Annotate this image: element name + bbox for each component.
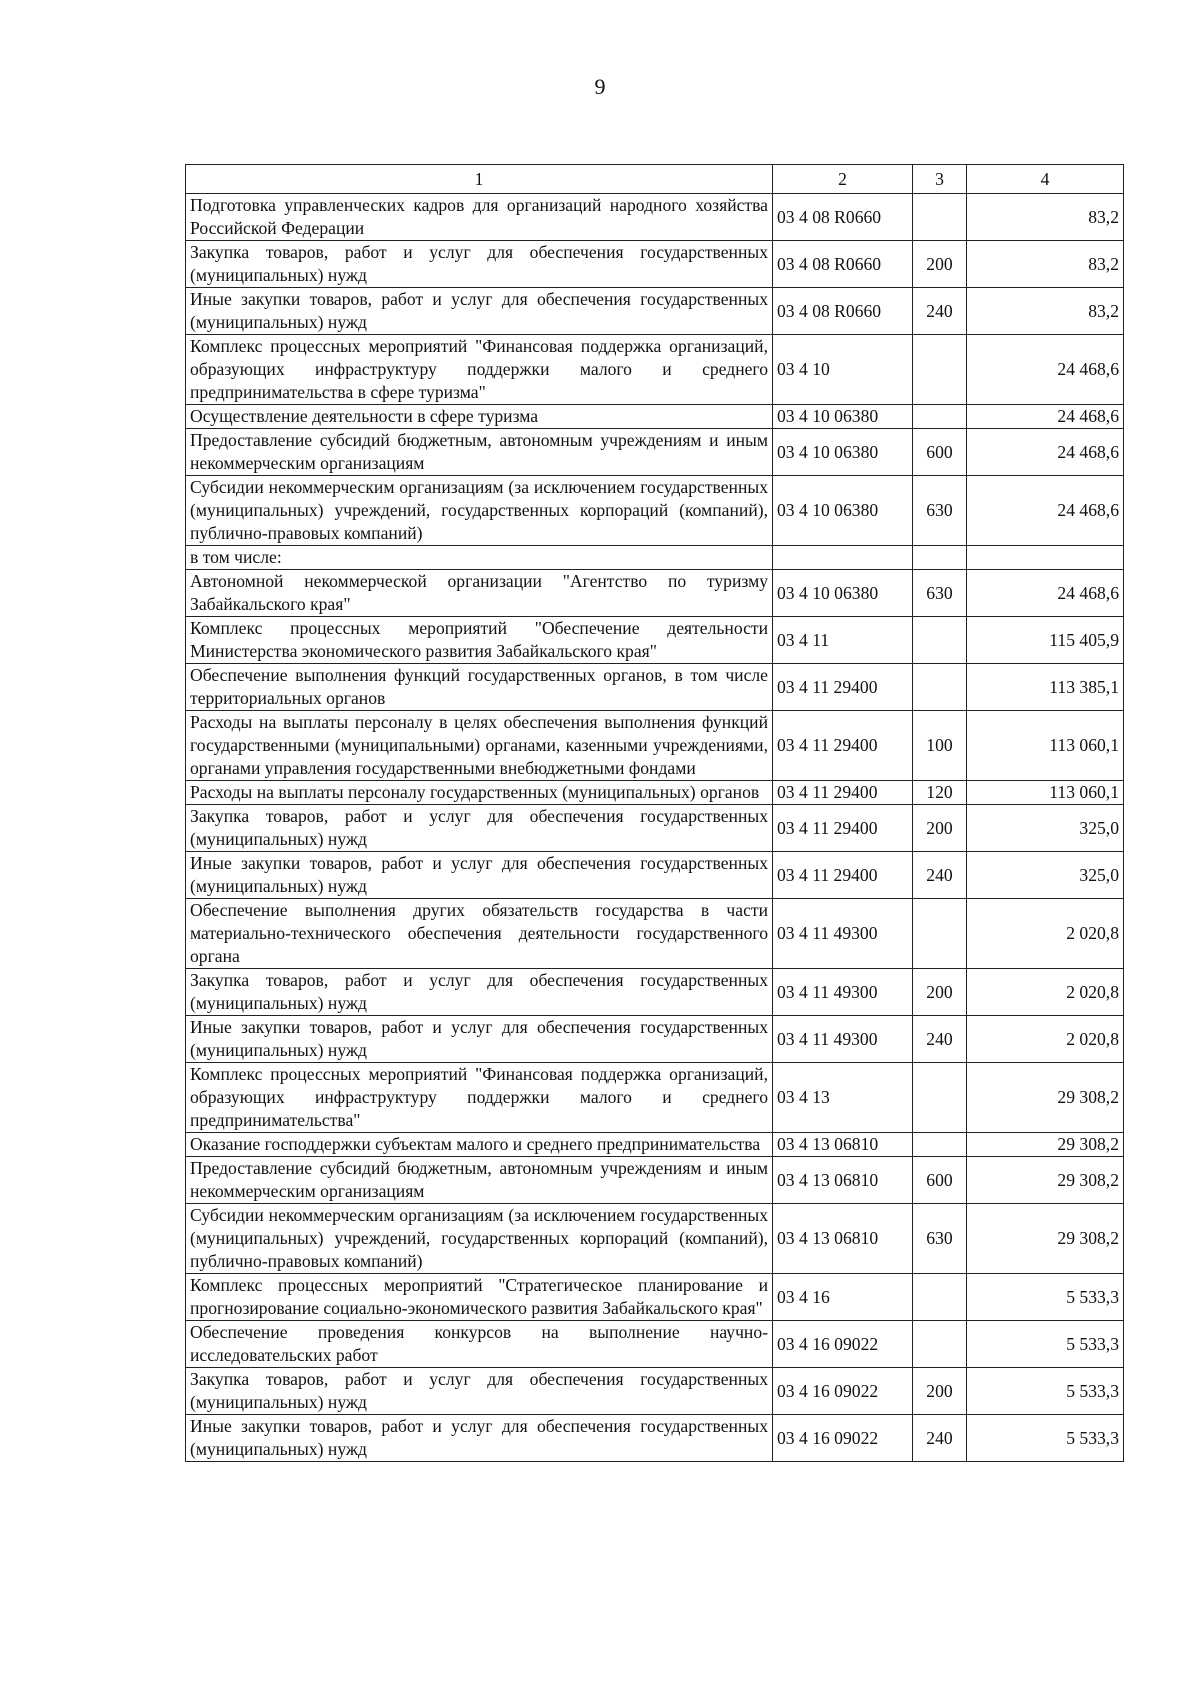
- row-amount-cell: 83,2: [967, 288, 1124, 335]
- row-amount-cell: 83,2: [967, 241, 1124, 288]
- row-amount-cell: 24 468,6: [967, 429, 1124, 476]
- row-code-cell: [773, 546, 913, 570]
- table-row: [186, 1321, 1124, 1368]
- row-expense-type-cell: 120: [913, 781, 967, 805]
- row-amount-cell: 29 308,2: [967, 1063, 1124, 1133]
- row-amount-cell: 24 468,6: [967, 570, 1124, 617]
- row-name-cell: Обеспечение выполнения других обязательств государства в части материально-технического обеспечения деятельности государственного органа: [186, 899, 773, 969]
- row-code-cell: 03 4 10: [773, 335, 913, 405]
- row-name-cell: Закупка товаров, работ и услуг для обеспечения государственных (муниципальных) нужд: [186, 805, 773, 852]
- row-expense-type-cell: [913, 664, 967, 711]
- row-code-cell: 03 4 08 R0660: [773, 194, 913, 241]
- row-expense-type-cell: [913, 617, 967, 664]
- row-amount-cell: 5 533,3: [967, 1321, 1124, 1368]
- table-row: [186, 194, 1124, 241]
- row-code-cell: 03 4 13 06810: [773, 1204, 913, 1274]
- row-expense-type-cell: [913, 546, 967, 570]
- row-code-cell: 03 4 13 06810: [773, 1157, 913, 1204]
- table-row: [186, 805, 1124, 852]
- row-code-cell: 03 4 10 06380: [773, 570, 913, 617]
- table-row: [186, 570, 1124, 617]
- row-name-cell: Комплекс процессных мероприятий "Обеспечение деятельности Министерства экономического развития Забайкальского края": [186, 617, 773, 664]
- row-name-cell: в том числе:: [186, 546, 773, 570]
- row-name-cell: Закупка товаров, работ и услуг для обеспечения государственных (муниципальных) нужд: [186, 1368, 773, 1415]
- row-amount-cell: 83,2: [967, 194, 1124, 241]
- row-expense-type-cell: 600: [913, 429, 967, 476]
- row-expense-type-cell: 600: [913, 1157, 967, 1204]
- row-code-cell: 03 4 11 29400: [773, 852, 913, 899]
- row-amount-cell: 2 020,8: [967, 1016, 1124, 1063]
- row-code-cell: 03 4 08 R0660: [773, 241, 913, 288]
- table-row: [186, 1274, 1124, 1321]
- row-amount-cell: 113 385,1: [967, 664, 1124, 711]
- row-expense-type-cell: [913, 194, 967, 241]
- row-amount-cell: 5 533,3: [967, 1415, 1124, 1462]
- row-name-cell: Подготовка управленческих кадров для организаций народного хозяйства Российской Федерации: [186, 194, 773, 241]
- row-name-cell: Иные закупки товаров, работ и услуг для обеспечения государственных (муниципальных) нужд: [186, 288, 773, 335]
- header-cell-amount: 4: [967, 165, 1124, 194]
- row-amount-cell: 29 308,2: [967, 1157, 1124, 1204]
- table-row: [186, 405, 1124, 429]
- table-row: [186, 1157, 1124, 1204]
- row-amount-cell: 24 468,6: [967, 476, 1124, 546]
- row-expense-type-cell: 200: [913, 969, 967, 1016]
- table-row: [186, 664, 1124, 711]
- table-header-row: [186, 165, 1124, 194]
- row-expense-type-cell: 200: [913, 805, 967, 852]
- row-code-cell: 03 4 13: [773, 1063, 913, 1133]
- table-row: [186, 288, 1124, 335]
- row-code-cell: 03 4 11 49300: [773, 899, 913, 969]
- row-amount-cell: 113 060,1: [967, 781, 1124, 805]
- table-row: [186, 1204, 1124, 1274]
- row-code-cell: 03 4 10 06380: [773, 429, 913, 476]
- row-amount-cell: 115 405,9: [967, 617, 1124, 664]
- table-row: [186, 899, 1124, 969]
- row-amount-cell: 2 020,8: [967, 969, 1124, 1016]
- row-amount-cell: 113 060,1: [967, 711, 1124, 781]
- table-row: [186, 335, 1124, 405]
- table-row: [186, 1063, 1124, 1133]
- table-row: [186, 241, 1124, 288]
- row-code-cell: 03 4 10 06380: [773, 405, 913, 429]
- row-code-cell: 03 4 13 06810: [773, 1133, 913, 1157]
- header-cell-code: 2: [773, 165, 913, 194]
- row-expense-type-cell: 100: [913, 711, 967, 781]
- row-code-cell: 03 4 08 R0660: [773, 288, 913, 335]
- table-row: [186, 1368, 1124, 1415]
- row-code-cell: 03 4 16 09022: [773, 1415, 913, 1462]
- row-expense-type-cell: [913, 1133, 967, 1157]
- row-expense-type-cell: 240: [913, 852, 967, 899]
- row-expense-type-cell: 630: [913, 476, 967, 546]
- table-row: [186, 1415, 1124, 1462]
- row-expense-type-cell: [913, 1321, 967, 1368]
- row-amount-cell: [967, 546, 1124, 570]
- row-name-cell: Обеспечение выполнения функций государственных органов, в том числе территориальных органов: [186, 664, 773, 711]
- row-name-cell: Закупка товаров, работ и услуг для обеспечения государственных (муниципальных) нужд: [186, 241, 773, 288]
- row-name-cell: Комплекс процессных мероприятий "Стратегическое планирование и прогнозирование социально-экономического развития Забайкальского края": [186, 1274, 773, 1321]
- table-row: [186, 546, 1124, 570]
- row-expense-type-cell: [913, 335, 967, 405]
- row-name-cell: Субсидии некоммерческим организациям (за исключением государственных (муниципальных) учреждений, государственных корпораций (компаний), публично-правовых компаний): [186, 476, 773, 546]
- row-name-cell: Расходы на выплаты персоналу государственных (муниципальных) органов: [186, 781, 773, 805]
- row-expense-type-cell: [913, 1063, 967, 1133]
- row-name-cell: Иные закупки товаров, работ и услуг для обеспечения государственных (муниципальных) нужд: [186, 1016, 773, 1063]
- row-amount-cell: 2 020,8: [967, 899, 1124, 969]
- row-amount-cell: 325,0: [967, 852, 1124, 899]
- row-expense-type-cell: 630: [913, 1204, 967, 1274]
- row-code-cell: 03 4 11: [773, 617, 913, 664]
- row-code-cell: 03 4 11 29400: [773, 805, 913, 852]
- row-name-cell: Оказание господдержки субъектам малого и среднего предпринимательства: [186, 1133, 773, 1157]
- table-row: [186, 476, 1124, 546]
- row-code-cell: 03 4 16: [773, 1274, 913, 1321]
- table-row: [186, 617, 1124, 664]
- budget-table: [185, 164, 1124, 1462]
- row-name-cell: Закупка товаров, работ и услуг для обеспечения государственных (муниципальных) нужд: [186, 969, 773, 1016]
- row-code-cell: 03 4 11 49300: [773, 969, 913, 1016]
- table-row: [186, 1133, 1124, 1157]
- row-expense-type-cell: 240: [913, 288, 967, 335]
- row-amount-cell: 24 468,6: [967, 335, 1124, 405]
- row-expense-type-cell: 200: [913, 241, 967, 288]
- row-code-cell: 03 4 16 09022: [773, 1368, 913, 1415]
- row-name-cell: Предоставление субсидий бюджетным, автономным учреждениям и иным некоммерческим организациям: [186, 1157, 773, 1204]
- table-row: [186, 969, 1124, 1016]
- header-cell-name: 1: [186, 165, 773, 194]
- table-row: [186, 429, 1124, 476]
- row-amount-cell: 5 533,3: [967, 1274, 1124, 1321]
- header-cell-expense-type: 3: [913, 165, 967, 194]
- page-number: 9: [594, 74, 606, 99]
- row-name-cell: Обеспечение проведения конкурсов на выполнение научно-исследовательских работ: [186, 1321, 773, 1368]
- row-code-cell: 03 4 11 49300: [773, 1016, 913, 1063]
- row-code-cell: 03 4 11 29400: [773, 664, 913, 711]
- row-amount-cell: 5 533,3: [967, 1368, 1124, 1415]
- row-name-cell: Иные закупки товаров, работ и услуг для обеспечения государственных (муниципальных) нужд: [186, 852, 773, 899]
- row-expense-type-cell: 630: [913, 570, 967, 617]
- row-name-cell: Иные закупки товаров, работ и услуг для обеспечения государственных (муниципальных) нужд: [186, 1415, 773, 1462]
- row-expense-type-cell: [913, 1274, 967, 1321]
- table-row: [186, 781, 1124, 805]
- row-name-cell: Осуществление деятельности в сфере туризма: [186, 405, 773, 429]
- row-name-cell: Комплекс процессных мероприятий "Финансовая поддержка организаций, образующих инфраструктуру поддержки малого и среднего предпринимательства": [186, 1063, 773, 1133]
- row-name-cell: Расходы на выплаты персоналу в целях обеспечения выполнения функций государственными (муниципальными) органами, казенными учреждениями, органами управления государственными внебюджетными фондами: [186, 711, 773, 781]
- table-row: [186, 1016, 1124, 1063]
- row-amount-cell: 29 308,2: [967, 1133, 1124, 1157]
- row-expense-type-cell: 240: [913, 1016, 967, 1063]
- table-body: [186, 194, 1124, 1462]
- row-code-cell: 03 4 11 29400: [773, 781, 913, 805]
- row-amount-cell: 325,0: [967, 805, 1124, 852]
- row-code-cell: 03 4 10 06380: [773, 476, 913, 546]
- table-row: [186, 852, 1124, 899]
- row-expense-type-cell: [913, 899, 967, 969]
- row-name-cell: Комплекс процессных мероприятий "Финансовая поддержка организаций, образующих инфраструктуру поддержки малого и среднего предпринимательства в сфере туризма": [186, 335, 773, 405]
- row-expense-type-cell: [913, 405, 967, 429]
- row-code-cell: 03 4 11 29400: [773, 711, 913, 781]
- row-amount-cell: 29 308,2: [967, 1204, 1124, 1274]
- row-expense-type-cell: 200: [913, 1368, 967, 1415]
- row-name-cell: Субсидии некоммерческим организациям (за исключением государственных (муниципальных) учреждений, государственных корпораций (компаний), публично-правовых компаний): [186, 1204, 773, 1274]
- row-name-cell: Предоставление субсидий бюджетным, автономным учреждениям и иным некоммерческим организациям: [186, 429, 773, 476]
- row-amount-cell: 24 468,6: [967, 405, 1124, 429]
- row-expense-type-cell: 240: [913, 1415, 967, 1462]
- table-row: [186, 711, 1124, 781]
- row-code-cell: 03 4 16 09022: [773, 1321, 913, 1368]
- row-name-cell: Автономной некоммерческой организации "Агентство по туризму Забайкальского края": [186, 570, 773, 617]
